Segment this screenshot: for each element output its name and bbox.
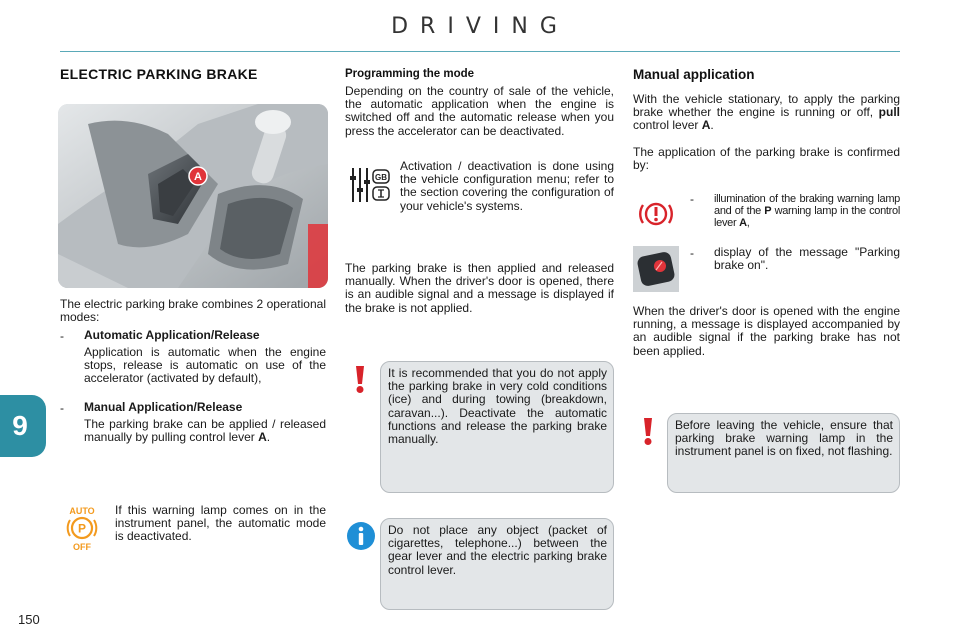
label-a: A	[194, 171, 202, 183]
chapter-tab	[0, 395, 46, 457]
parking-brake-photo	[58, 104, 328, 288]
warning-exclamation-icon	[634, 416, 662, 446]
auto-lamp-note: If this warning lamp comes on in the instrument panel, the automatic mode is deactivated.	[115, 503, 326, 544]
info-icon	[346, 521, 376, 551]
manual-application-text: With the vehicle stationary, to apply the parking brake whether the engine is running or off, pull control lever A.	[633, 92, 900, 133]
console-illustration	[58, 104, 328, 288]
mode-dash: -	[60, 401, 64, 415]
bullet-message-text: display of the message "Parking brake on".	[714, 245, 900, 273]
manual-application-heading: Manual application	[633, 67, 755, 82]
config-menu-icon	[347, 166, 391, 204]
bullet-lamp-text: illumination of the braking warning lamp and of the P warning lamp in the control lever A,	[714, 193, 900, 230]
chapter-number: 9	[12, 410, 28, 441]
section-heading: ELECTRIC PARKING BRAKE	[60, 66, 258, 82]
brake-warning-icon	[637, 197, 675, 231]
svg-text:GB: GB	[375, 173, 387, 182]
control-lever-icon	[633, 246, 679, 292]
svg-text:P: P	[77, 521, 87, 536]
door-open-text: When the driver's door is opened with the engine running, a message is displayed accompanied by an audible signal if the parking brake has not been applied.	[633, 304, 900, 358]
manual-release-text: The parking brake is then applied and released manually. When the driver's door is opened, there is an audible signal and a message is displayed if the brake is not applied.	[345, 261, 614, 315]
confirmation-text: The application of the parking brake is confirmed by:	[633, 145, 900, 173]
mode-title-auto: Automatic Application/Release	[84, 328, 260, 342]
warning-note-leaving-text: Before leaving the vehicle, ensure that parking brake warning lamp in the instrument panel is on fixed, not flashing.	[675, 418, 893, 459]
intro-text: The electric parking brake combines 2 operational modes:	[60, 297, 326, 325]
bullet-dash: -	[690, 192, 694, 206]
mode-text-auto: Application is automatic when the engine stops, release is automatic on use of the accelerator (activated by default),	[84, 345, 326, 386]
info-note-objects-text: Do not place any object (packet of cigarettes, telephone...) between the gear lever and the electric parking brake control lever.	[388, 523, 607, 577]
mode-title-manual: Manual Application/Release	[84, 400, 243, 414]
bullet-dash: -	[690, 246, 694, 260]
svg-text:AUTO: AUTO	[69, 506, 95, 516]
page-number: 150	[18, 612, 40, 627]
programming-heading: Programming the mode	[345, 68, 475, 80]
mode-dash: -	[60, 329, 64, 343]
programming-text: Depending on the country of sale of the vehicle, the automatic application when the engine is switched off and the automatic release when you press the accelerator can be deactivated.	[345, 84, 614, 138]
mode-text-manual: The parking brake can be applied / released manually by pulling control lever A.	[84, 417, 326, 445]
svg-text:OFF: OFF	[73, 542, 91, 551]
warning-note-cold-text: It is recommended that you do not apply the parking brake in very cold conditions (ice) and during towing (breakdown, caravan...). Deactivate the automatic functions and release the parking brake manually.	[388, 366, 607, 447]
activation-text: Activation / deactivation is done using the vehicle configuration menu; refer to the section covering the configuration of your vehicle's systems.	[400, 159, 614, 213]
header-rule	[60, 51, 900, 52]
page-title: DRIVING	[391, 14, 569, 39]
warning-exclamation-icon	[346, 364, 374, 394]
auto-park-off-icon	[60, 505, 104, 551]
